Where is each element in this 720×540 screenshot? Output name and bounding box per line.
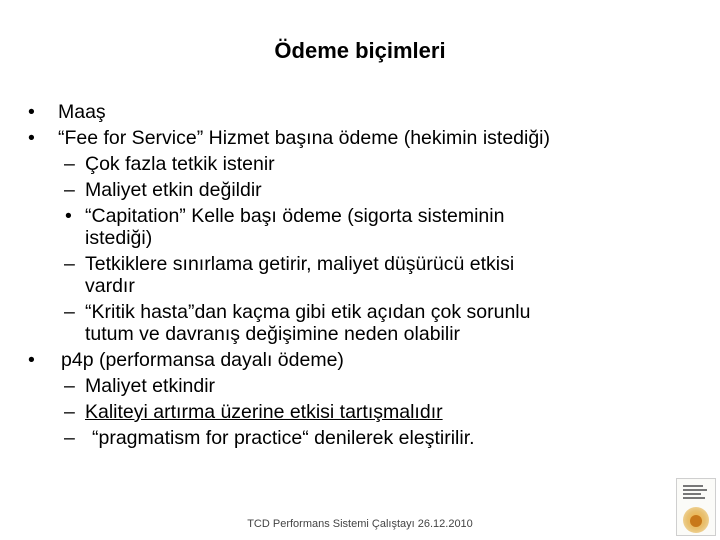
sub-item-limits-tests-line2: vardır (85, 275, 135, 297)
dash-marker: – (64, 253, 75, 275)
sub-item-critical-patient-line2: tutum ve davranış değişimine neden olabilir (85, 323, 461, 345)
bullet-marker: • (28, 101, 35, 123)
sub-item-pragmatism: “pragmatism for practice“ denilerek eleştirilir. (92, 427, 475, 449)
slide-footer: TCD Performans Sistemi Çalıştayı 26.12.2010 (247, 518, 473, 530)
bullet-salary: Maaş (58, 101, 106, 123)
sub-item-critical-patient-line1: “Kritik hasta”dan kaçma gibi etik açıdan çok sorunlu (85, 301, 531, 323)
sub-item-quality-effect: Kaliteyi artırma üzerine etkisi tartışmalıdır (85, 401, 443, 423)
conference-logo-icon (676, 478, 716, 536)
bullet-p4p: p4p (performansa dayalı ödeme) (61, 349, 344, 371)
sub-item-limits-tests-line1: Tetkiklere sınırlama getirir, maliyet düşürücü etkisi (85, 253, 515, 275)
bullet-marker: • (65, 205, 72, 227)
slide-title: Ödeme biçimleri (274, 38, 446, 63)
bullet-fee-for-service: “Fee for Service” Hizmet başına ödeme (hekimin istediği) (58, 127, 551, 149)
sub-item-capitation-line1: “Capitation” Kelle başı ödeme (sigorta sisteminin (85, 205, 505, 227)
dash-marker: – (64, 179, 75, 201)
bullet-marker: • (28, 349, 35, 371)
dash-marker: – (64, 301, 75, 323)
dash-marker: – (64, 401, 75, 423)
sub-item-not-cost-effective: Maliyet etkin değildir (85, 179, 262, 201)
sub-item-many-tests: Çok fazla tetkik istenir (85, 153, 275, 175)
sub-item-capitation-line2: istediği) (85, 227, 153, 249)
dash-marker: – (64, 427, 75, 449)
dash-marker: – (64, 153, 75, 175)
dash-marker: – (64, 375, 75, 397)
sub-item-cost-effective: Maliyet etkindir (85, 375, 216, 397)
bullet-marker: • (28, 127, 35, 149)
